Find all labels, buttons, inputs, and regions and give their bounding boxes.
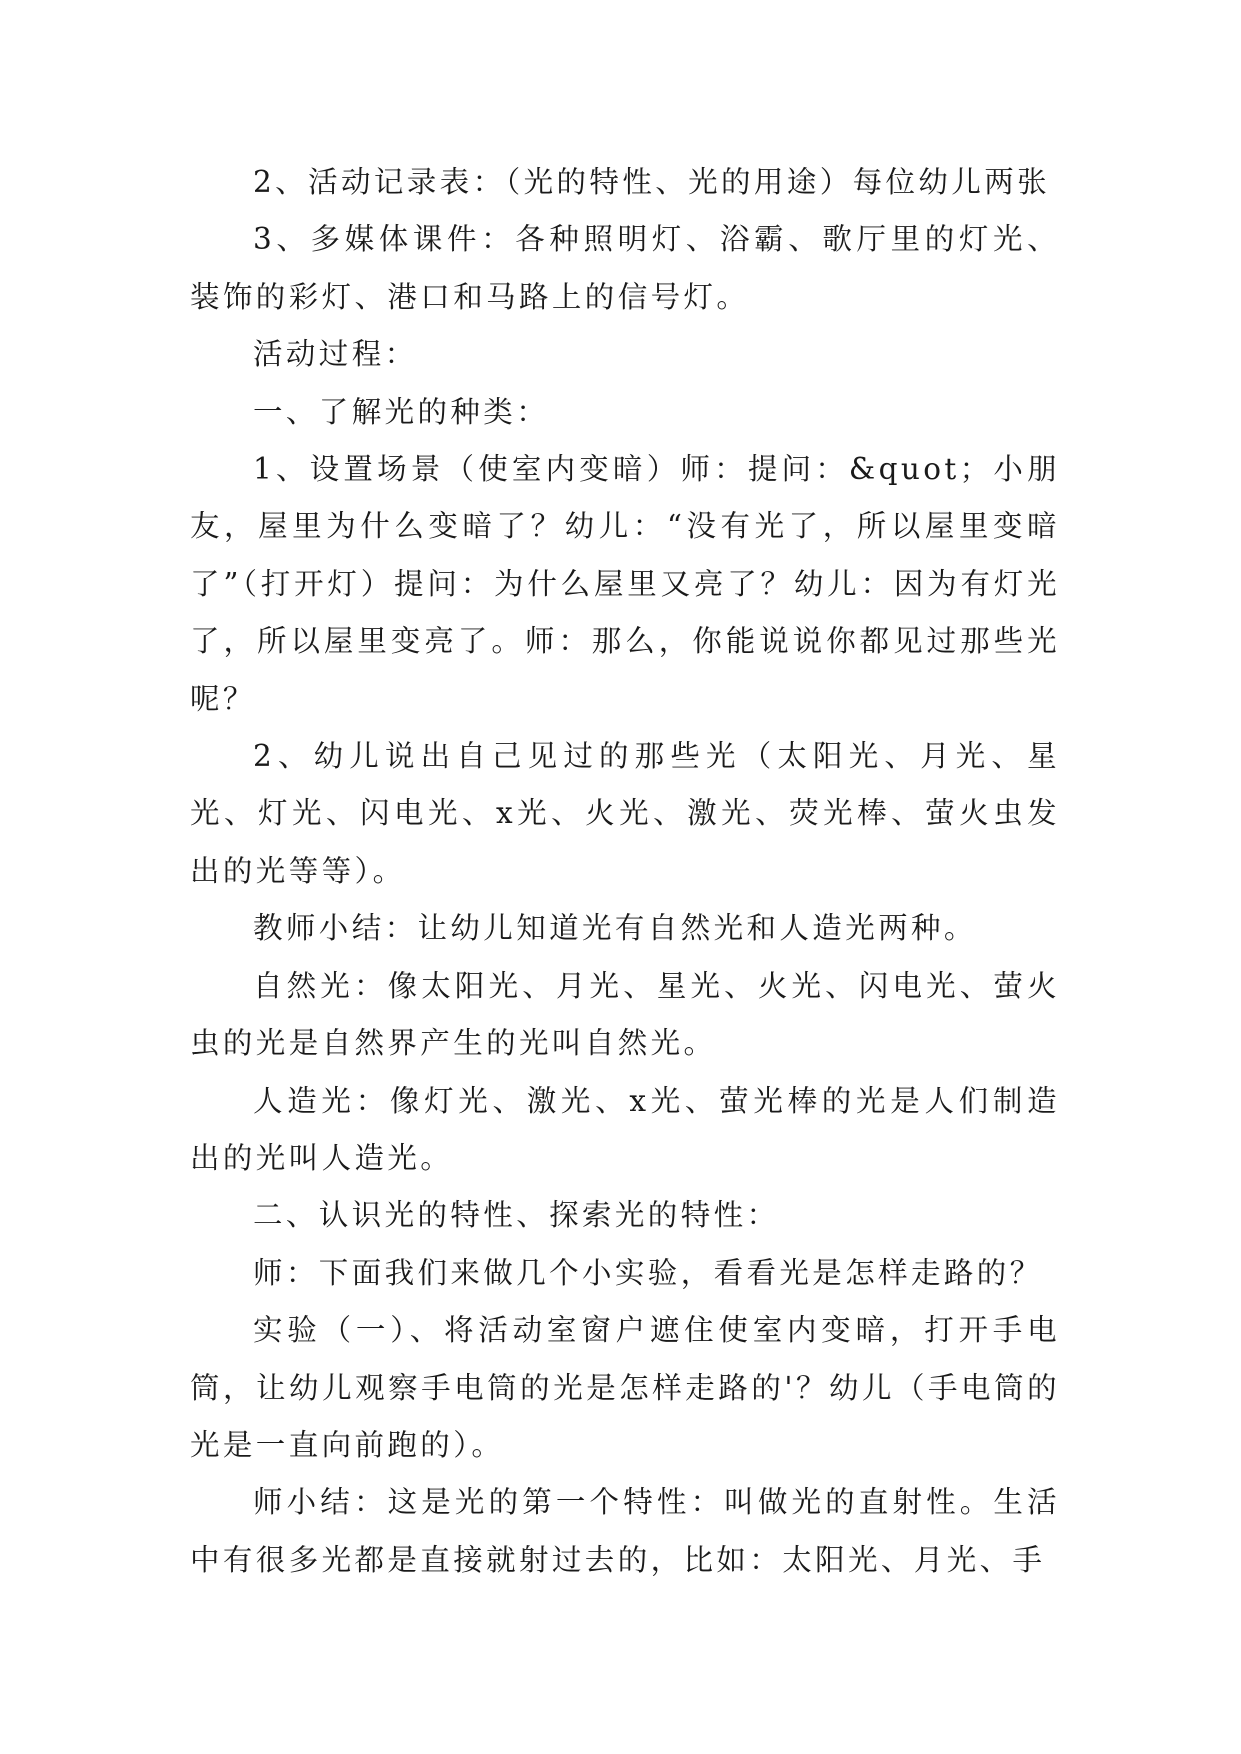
paragraph-activity-record-sheet: 2、活动记录表：（光的特性、光的用途）每位幼儿两张 xyxy=(253,165,1051,199)
paragraph-scene-setup: 1、设置场景（使室内变暗）师：提问：&quot；小朋友，屋里为什么变暗了？幼儿：“没有光了，所以屋里变暗了”（打开灯）提问：为什么屋里又亮了？幼儿：因为有灯光了，所以屋里变亮了。师：那么，你能说说你都见过那些光呢？ xyxy=(190,452,1060,716)
paragraph-direct-light-summary: 师小结：这是光的第一个特性：叫做光的直射性。生活中有很多光都是直接就射过去的，比如：太阳光、月光、手 xyxy=(190,1485,1060,1577)
paragraph-experiment-intro: 师：下面我们来做几个小实验，看看光是怎样走路的？ xyxy=(253,1255,1043,1290)
document-body xyxy=(190,154,1060,1589)
paragraph-section-two-heading: 二、认识光的特性、探索光的特性： xyxy=(253,1198,780,1233)
paragraph-multimedia-courseware: 3、多媒体课件：各种照明灯、浴霸、歌厅里的灯光、装饰的彩灯、港口和马路上的信号灯。 xyxy=(190,222,1060,314)
paragraph-artificial-light: 人造光：像灯光、激光、x光、萤光棒的光是人们制造出的光叫人造光。 xyxy=(190,1083,1060,1175)
paragraph-teacher-summary: 教师小结：让幼儿知道光有自然光和人造光两种。 xyxy=(253,911,977,946)
paragraph-activity-process-heading: 活动过程： xyxy=(253,337,418,372)
paragraph-section-one-heading: 一、了解光的种类： xyxy=(253,394,550,429)
paragraph-natural-light: 自然光：像太阳光、月光、星光、火光、闪电光、萤火虫的光是自然界产生的光叫自然光。 xyxy=(190,968,1060,1061)
paragraph-experiment-one: 实验（一）、将活动室窗户遮住使室内变暗，打开手电筒，让幼儿观察手电筒的光是怎样走路的'？幼儿（手电筒的光是一直向前跑的）。 xyxy=(190,1313,1060,1462)
paragraph-children-list-lights: 2、幼儿说出自己见过的那些光（太阳光、月光、星光、灯光、闪电光、x光、火光、激光、荧光棒、萤火虫发出的光等等）。 xyxy=(190,739,1060,888)
